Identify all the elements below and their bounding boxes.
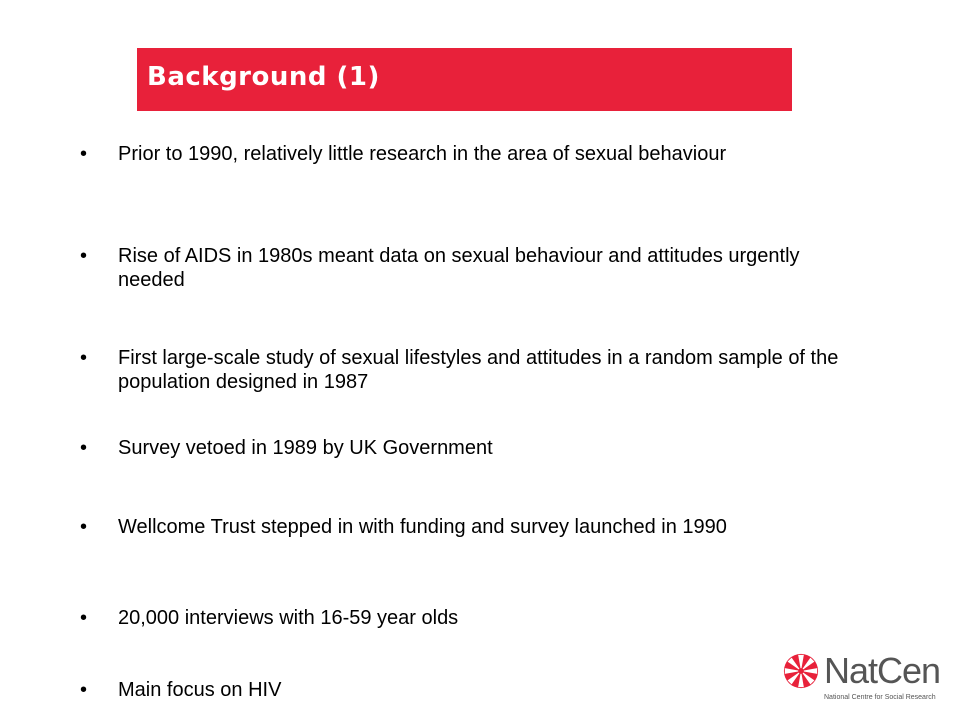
natcen-rosette-icon — [782, 652, 820, 690]
bullet-text: Survey vetoed in 1989 by UK Government — [118, 437, 493, 459]
natcen-logo — [782, 650, 941, 706]
bullet-text: Wellcome Trust stepped in with funding and survey launched in 1990 — [118, 516, 727, 538]
bullet-text: Main focus on HIV — [118, 679, 282, 701]
bullet-marker: • — [80, 516, 88, 538]
slide-title: Background (1) — [147, 62, 380, 92]
bullet-marker: • — [80, 245, 88, 267]
bullet-marker: • — [80, 679, 88, 701]
bullet-text: Rise of AIDS in 1980s meant data on sexual behaviour and attitudes urgently needed — [118, 245, 800, 291]
bullet-text: Prior to 1990, relatively little research in the area of sexual behaviour — [118, 143, 727, 165]
bullet-text: First large-scale study of sexual lifestyles and attitudes in a random sample of the population designed in 1987 — [118, 347, 839, 393]
bullet-marker: • — [80, 437, 88, 459]
bullet-text: 20,000 interviews with 16-59 year olds — [118, 607, 459, 629]
bullet-marker: • — [80, 607, 88, 629]
bullet-marker: • — [80, 143, 88, 165]
logo-subtitle: National Centre for Social Research — [824, 694, 936, 701]
slide-title-bar — [137, 48, 792, 111]
bullet-marker: • — [80, 347, 88, 369]
logo-wordmark: NatCen — [824, 650, 941, 691]
